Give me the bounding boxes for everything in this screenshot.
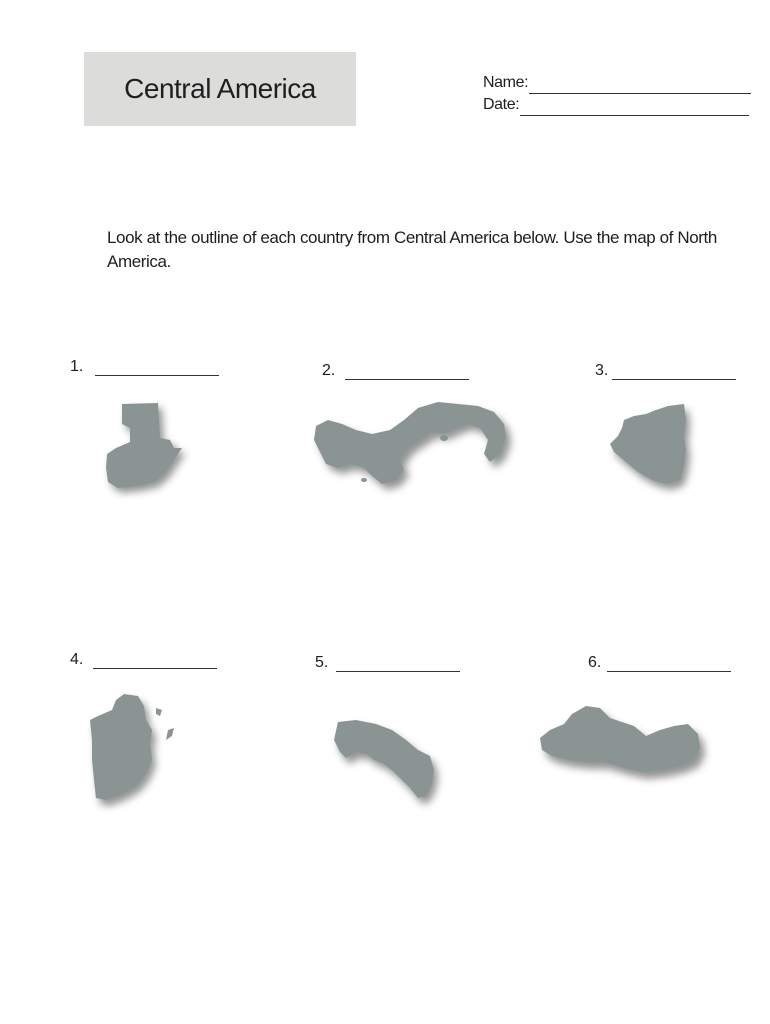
item-4-answer-line[interactable] xyxy=(93,652,217,669)
item-6-label xyxy=(588,654,731,672)
name-date-block xyxy=(483,72,751,116)
instructions-text: Look at the outline of each country from Central America below. Use the map of North America. xyxy=(107,228,717,271)
name-field[interactable] xyxy=(529,78,751,94)
item-6-answer-line[interactable] xyxy=(607,655,731,672)
item-4-number: 4. xyxy=(70,651,84,668)
item-5-answer-line[interactable] xyxy=(336,655,460,672)
item-3-label xyxy=(595,362,736,380)
date-field[interactable] xyxy=(520,100,749,116)
worksheet-title: Central America xyxy=(124,73,316,104)
item-2-number: 2. xyxy=(322,362,336,379)
date-label: Date: xyxy=(483,96,520,113)
item-5-number: 5. xyxy=(315,654,329,671)
country-outline-panama xyxy=(308,398,528,498)
name-label: Name: xyxy=(483,74,529,91)
item-1-answer-line[interactable] xyxy=(95,359,219,376)
item-2-answer-line[interactable] xyxy=(345,363,469,380)
date-row xyxy=(483,94,751,116)
country-outline-belize xyxy=(84,690,184,810)
country-outline-el-salvador xyxy=(534,700,714,790)
country-outline-guatemala xyxy=(100,398,195,498)
item-6-number: 6. xyxy=(588,654,602,671)
country-outline-costa-rica xyxy=(326,714,446,809)
item-3-answer-line[interactable] xyxy=(612,363,736,380)
name-row xyxy=(483,72,751,94)
item-1-label xyxy=(70,358,219,376)
item-4-label xyxy=(70,651,217,669)
item-3-number: 3. xyxy=(595,362,609,379)
item-5-label xyxy=(315,654,460,672)
item-1-number: 1. xyxy=(70,358,84,375)
title-box xyxy=(84,52,356,126)
country-outline-nicaragua xyxy=(606,400,701,500)
item-2-label xyxy=(322,362,469,380)
